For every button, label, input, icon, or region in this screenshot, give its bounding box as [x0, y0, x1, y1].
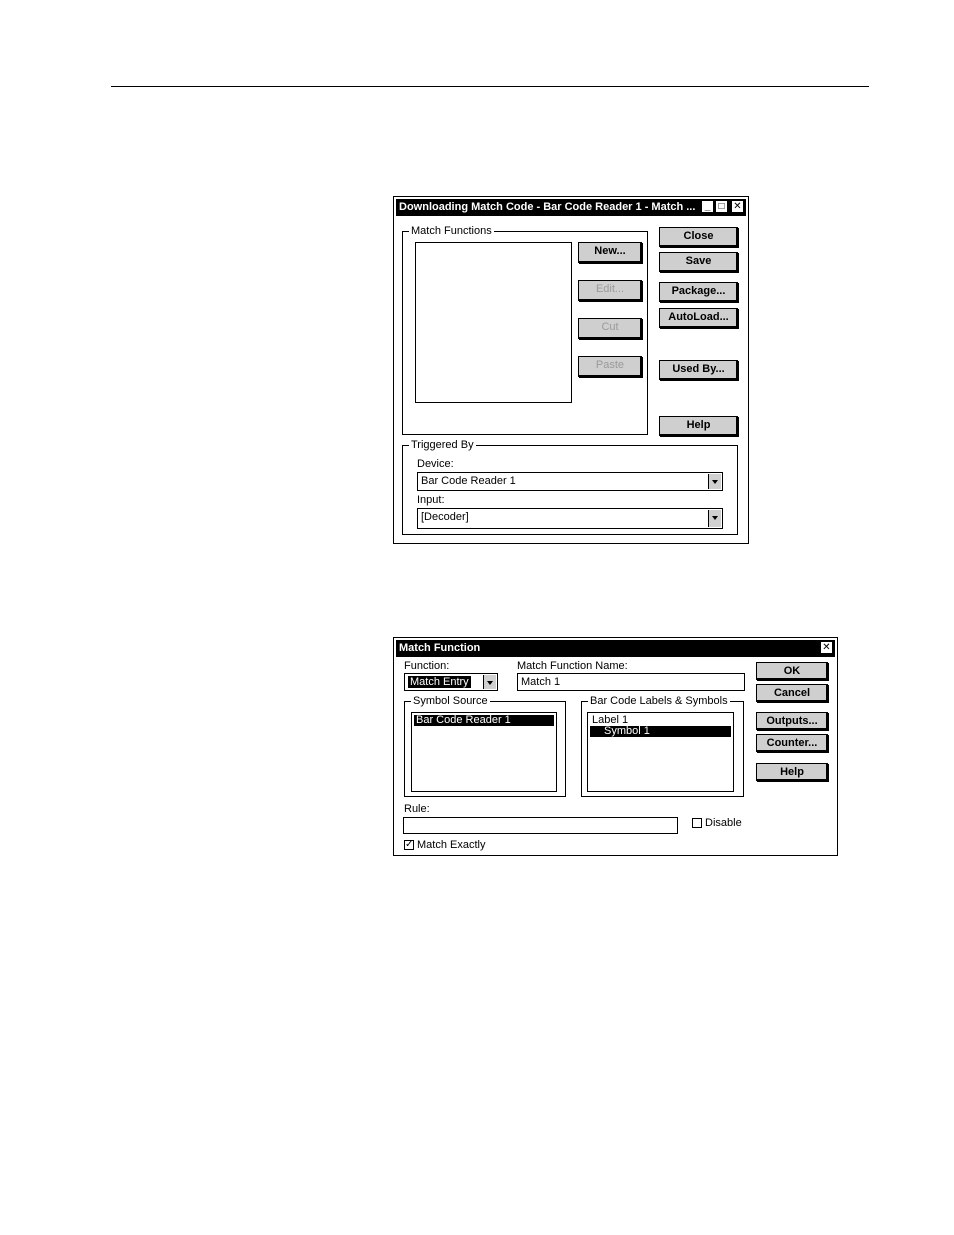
- window-title-bar[interactable]: [396, 199, 746, 216]
- symbol-source-label: Symbol Source: [413, 695, 488, 707]
- input-value: [Decoder]: [421, 511, 469, 523]
- counter-button[interactable]: Counter...: [756, 734, 828, 752]
- package-button[interactable]: Package...: [659, 282, 738, 302]
- function-dropdown[interactable]: [404, 673, 498, 691]
- help-button[interactable]: Help: [756, 763, 828, 781]
- window-title: Downloading Match Code - Bar Code Reader 1 - Match ...: [399, 201, 696, 213]
- list-item[interactable]: Symbol 1: [590, 726, 731, 737]
- close-icon[interactable]: ✕: [820, 641, 833, 654]
- paste-button[interactable]: Paste: [578, 356, 642, 377]
- close-icon[interactable]: ✕: [731, 200, 744, 213]
- minimize-icon[interactable]: _: [701, 200, 714, 213]
- triggered-by-label: Triggered By: [411, 439, 474, 451]
- maximize-icon[interactable]: □: [715, 200, 728, 213]
- chevron-down-icon[interactable]: [708, 474, 721, 489]
- chevron-down-icon[interactable]: [708, 510, 721, 527]
- new-button[interactable]: New...: [578, 242, 642, 263]
- device-label: Device:: [417, 458, 454, 470]
- device-value: Bar Code Reader 1: [421, 475, 516, 487]
- downloading-match-code-window: [393, 196, 749, 544]
- match-function-name-label: Match Function Name:: [517, 660, 628, 672]
- input-label: Input:: [417, 494, 445, 506]
- list-item[interactable]: Label 1: [592, 714, 629, 726]
- input-dropdown[interactable]: [417, 508, 723, 529]
- help-button[interactable]: Help: [659, 416, 738, 436]
- save-button[interactable]: Save: [659, 252, 738, 272]
- triggered-by-group: [402, 439, 738, 535]
- used-by-button[interactable]: Used By...: [659, 360, 738, 380]
- symbol-source-list[interactable]: [411, 712, 557, 792]
- match-function-window: [393, 637, 838, 856]
- cancel-button[interactable]: Cancel: [756, 684, 828, 702]
- edit-button[interactable]: Edit...: [578, 280, 642, 301]
- rule-label: Rule:: [404, 803, 430, 815]
- function-label: Function:: [404, 660, 450, 672]
- page-header-rule: [111, 86, 869, 87]
- disable-checkbox[interactable]: [692, 818, 702, 828]
- function-value: Match Entry: [410, 676, 469, 688]
- bar-code-labels-symbols-group: [581, 695, 744, 797]
- bar-code-labels-symbols-list[interactable]: [587, 712, 734, 792]
- match-functions-label: Match Functions: [411, 225, 492, 237]
- autoload-button[interactable]: AutoLoad...: [659, 308, 738, 328]
- list-item[interactable]: Bar Code Reader 1: [414, 715, 554, 726]
- cut-button[interactable]: Cut: [578, 318, 642, 339]
- outputs-button[interactable]: Outputs...: [756, 712, 828, 730]
- bar-code-labels-symbols-label: Bar Code Labels & Symbols: [590, 695, 728, 707]
- device-dropdown[interactable]: [417, 472, 723, 491]
- window-title: Match Function: [399, 642, 481, 654]
- chevron-down-icon[interactable]: [483, 675, 496, 689]
- match-exactly-label: Match Exactly: [417, 839, 486, 851]
- rule-input[interactable]: [403, 817, 678, 834]
- match-function-name-input[interactable]: Match 1: [517, 673, 745, 691]
- match-functions-group: [402, 225, 648, 435]
- match-functions-list[interactable]: [415, 242, 572, 403]
- disable-label: Disable: [705, 817, 742, 829]
- symbol-source-group: [404, 695, 566, 797]
- ok-button[interactable]: OK: [756, 662, 828, 680]
- match-exactly-checkbox[interactable]: ✓: [405, 839, 414, 850]
- close-button[interactable]: Close: [659, 227, 738, 247]
- window-title-bar[interactable]: [396, 640, 835, 657]
